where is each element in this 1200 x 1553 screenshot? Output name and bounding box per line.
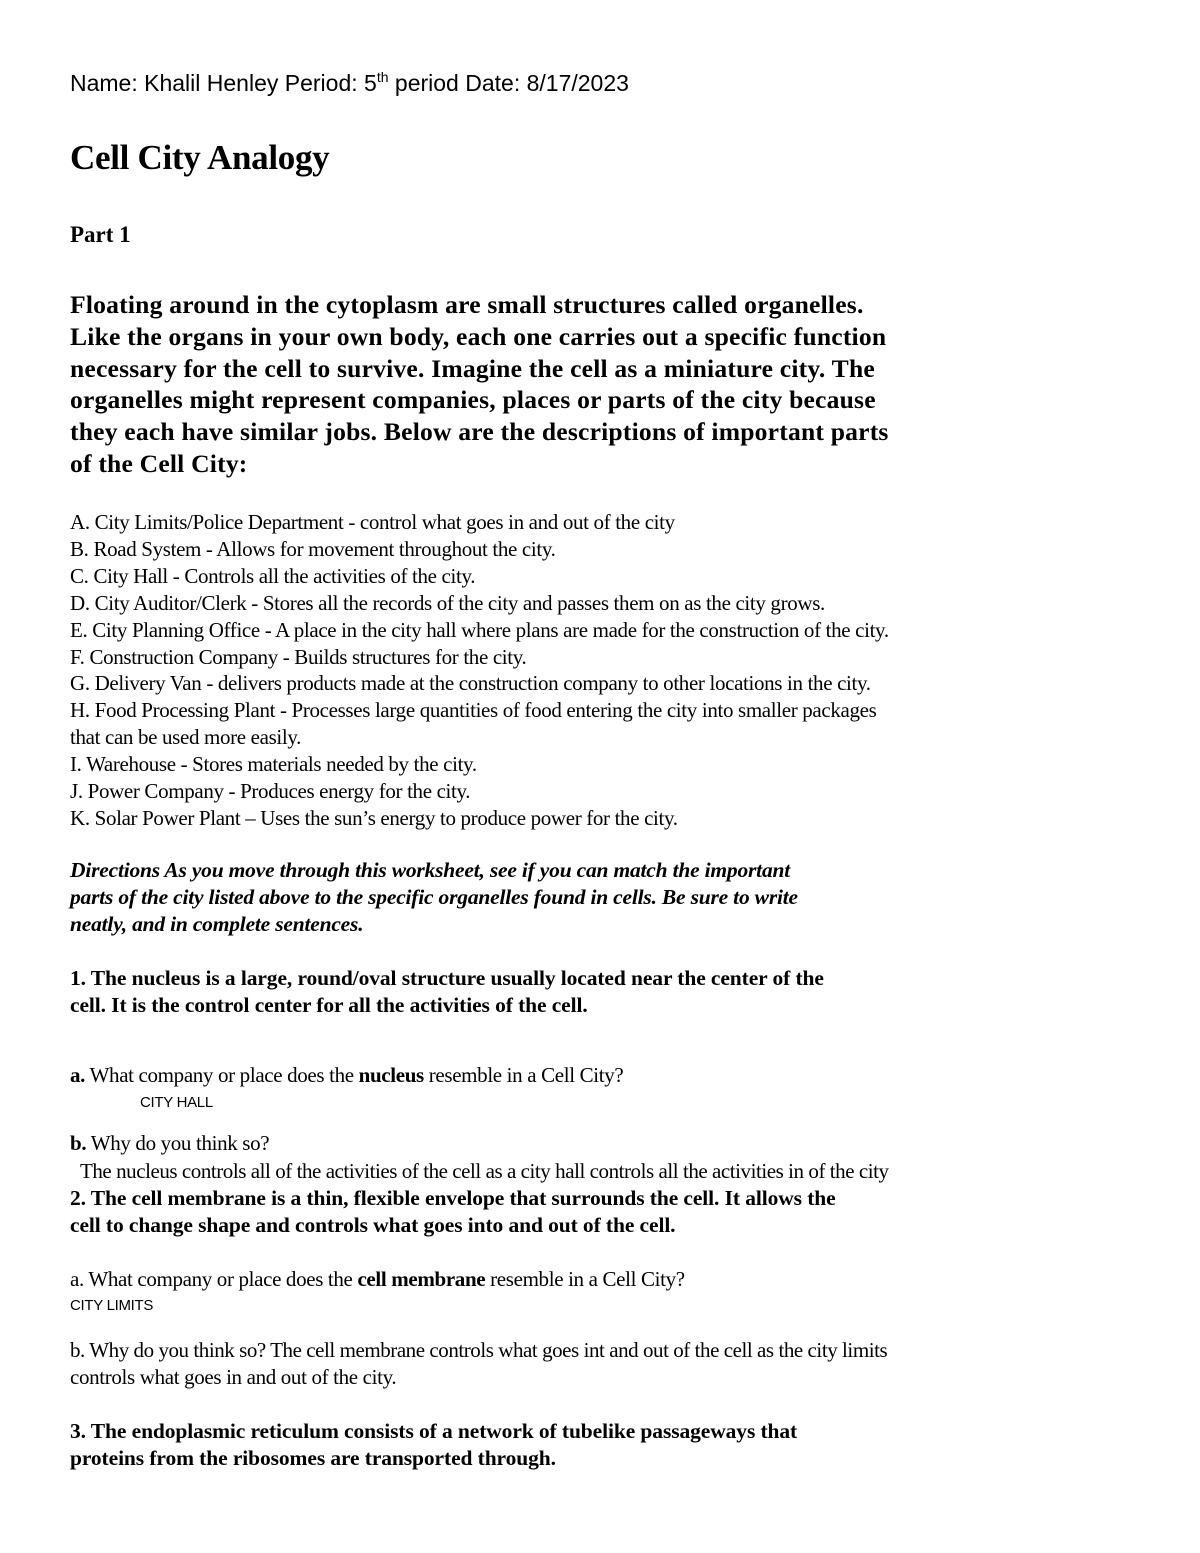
directions-line: Directions As you move through this worksheet, see if you can match the important: [70, 858, 791, 882]
directions-paragraph: [70, 857, 1140, 938]
question-1b-text: Why do you think so?: [86, 1131, 270, 1155]
intro-line: they each have similar jobs. Below are the descriptions of important parts: [70, 417, 889, 447]
page-title: Cell City Analogy: [70, 138, 330, 177]
intro-line: necessary for the cell to survive. Imagine the cell as a miniature city. The: [70, 353, 875, 383]
question-2-line: cell to change shape and controls what goes into and out of the cell.: [70, 1213, 676, 1237]
header-prefix: Name: Khalil Henley Period: 5: [70, 70, 377, 96]
question-1a-answer: CITY HALL: [140, 1094, 213, 1111]
question-1-stem: [70, 965, 1140, 1019]
header-superscript: th: [376, 69, 389, 85]
list-item: F. Construction Company - Builds structures for the city.: [70, 644, 527, 669]
question-1a-label: a.: [70, 1063, 86, 1087]
question-2b-line: b. Why do you think so? The cell membrane controls what goes int and out of the cell as the city limits: [70, 1338, 888, 1362]
question-1a-term: nucleus: [358, 1063, 424, 1087]
intro-line: organelles might represent companies, places or parts of the city because: [70, 385, 876, 415]
question-2a-term: cell membrane: [357, 1267, 486, 1291]
list-item: A. City Limits/Police Department - control what goes in and out of the city: [70, 510, 675, 534]
list-item: J. Power Company - Produces energy for the city.: [70, 779, 471, 804]
part-heading: Part 1: [70, 222, 131, 247]
list-item: B. Road System - Allows for movement throughout the city.: [70, 536, 556, 561]
question-1b-prompt: [70, 1130, 269, 1157]
question-1a-prompt: [70, 1062, 623, 1089]
list-item: E. City Planning Office - A place in the city hall where plans are made for the construction of the city.: [70, 617, 889, 642]
question-3-line: 3. The endoplasmic reticulum consists of a network of tubelike passageways that: [70, 1419, 798, 1443]
list-item: C. City Hall - Controls all the activities of the city.: [70, 563, 476, 588]
question-1b-answer: The nucleus controls all of the activities of the cell as a city hall controls all the activities in of the city: [80, 1159, 889, 1183]
question-2a-answer: CITY LIMITS: [70, 1297, 154, 1314]
list-item: K. Solar Power Plant – Uses the sun’s energy to produce power for the city.: [70, 805, 678, 830]
question-2-line: 2. The cell membrane is a thin, flexible envelope that surrounds the cell. It allows the: [70, 1186, 836, 1210]
question-2a-text-end: resemble in a Cell City?: [485, 1267, 685, 1291]
question-2-stem: [70, 1185, 1140, 1239]
question-2a-prompt: [70, 1266, 685, 1293]
intro-paragraph: [70, 289, 1130, 480]
list-item: I. Warehouse - Stores materials needed by the city.: [70, 752, 477, 777]
list-item: G. Delivery Van - delivers products made at the construction company to other locations in the city.: [70, 671, 871, 696]
list-item: that can be used more easily.: [70, 725, 302, 750]
list-item: H. Food Processing Plant - Processes large quantities of food entering the city into smaller packages: [70, 698, 877, 723]
question-1a-text-end: resemble in a Cell City?: [423, 1063, 624, 1087]
city-parts-list: [70, 509, 1150, 832]
question-1b-label: b.: [70, 1131, 87, 1155]
question-3-line: proteins from the ribosomes are transported through.: [70, 1446, 556, 1470]
directions-line: neatly, and in complete sentences.: [70, 912, 364, 936]
question-1-line: cell. It is the control center for all the activities of the cell.: [70, 993, 588, 1017]
question-1-line: 1. The nucleus is a large, round/oval structure usually located near the center of the: [70, 966, 824, 990]
intro-line: Floating around in the cytoplasm are small structures called organelles.: [70, 290, 864, 319]
intro-line: Like the organs in your own body, each one carries out a specific function: [70, 321, 887, 351]
question-2a-text: a. What company or place does the: [70, 1267, 358, 1291]
directions-line: parts of the city listed above to the specific organelles found in cells. Be sure to write: [70, 885, 798, 909]
list-item: D. City Auditor/Clerk - Stores all the records of the city and passes them on as the city grows.: [70, 590, 825, 615]
question-1a-text: What company or place does the: [85, 1063, 359, 1087]
question-2b-line: controls what goes in and out of the city.: [70, 1365, 397, 1389]
intro-line: of the Cell City:: [70, 448, 248, 478]
header-suffix: period Date: 8/17/2023: [388, 70, 629, 96]
question-3-stem: [70, 1418, 1140, 1472]
student-header: [70, 70, 629, 97]
